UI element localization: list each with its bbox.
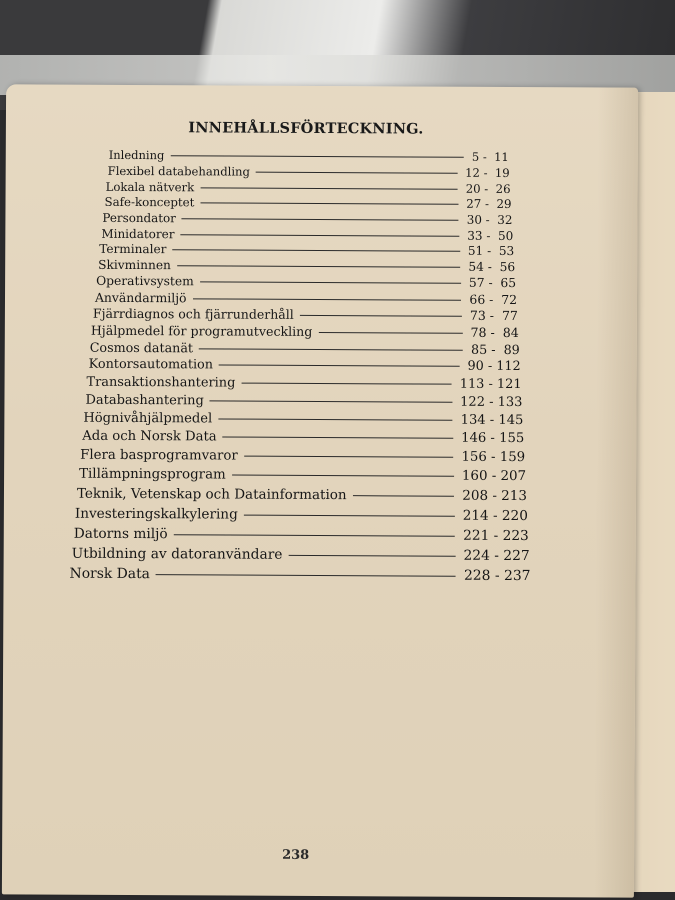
toc-entry: [98, 258, 515, 274]
book-page: [2, 84, 638, 897]
toc-entry-label: Flexibel databehandling: [107, 163, 251, 179]
toc-leader-line: [223, 436, 453, 438]
toc-entry: [87, 375, 522, 392]
toc-entry-label: Cosmos datanät: [89, 339, 194, 356]
toc-leader-line: [180, 234, 459, 236]
toc-entry: [96, 274, 516, 290]
toc-entry-pages: 66 - 72: [469, 291, 518, 308]
toc-entry-label: Inledning: [108, 147, 165, 163]
toc-leader-line: [193, 298, 462, 300]
toc-entry-label: Minidatorer: [101, 226, 175, 242]
toc-entry-label: Datorns miljö: [73, 525, 168, 543]
toc-entry-label: Norsk Data: [69, 565, 151, 583]
table-of-contents: [2, 84, 638, 897]
toc-entry: [108, 164, 510, 180]
toc-entry-pages: 85 - 89: [471, 341, 520, 358]
toc-entry-label: Lokala nätverk: [105, 179, 195, 195]
toc-entry: [104, 195, 511, 211]
page-title: INNEHÅLLSFÖRTECKNING.: [188, 119, 424, 138]
toc-leader-line: [219, 364, 459, 366]
toc-leader-line: [244, 456, 454, 458]
toc-entry: [101, 227, 513, 243]
toc-entry: [77, 486, 527, 504]
toc-entry: [80, 448, 525, 465]
toc-entry: [106, 180, 511, 196]
toc-entry-label: Persondator: [102, 210, 176, 226]
toc-leader-line: [244, 515, 455, 517]
toc-entry-pages: 54 - 56: [468, 259, 516, 275]
toc-entry-label: Safe-konceptet: [104, 194, 195, 210]
toc-leader-line: [172, 249, 459, 252]
toc-leader-line: [177, 265, 461, 267]
toc-leader-line: [241, 383, 451, 385]
toc-entry-pages: 20 - 26: [465, 181, 511, 196]
toc-entry-pages: 113 - 121: [459, 376, 522, 393]
toc-entry: [91, 323, 519, 340]
toc-entry-pages: 208 - 213: [462, 487, 528, 505]
toc-entry-label: Högnivåhjälpmedel: [83, 410, 213, 427]
toc-leader-line: [200, 187, 458, 189]
toc-leader-line: [210, 400, 452, 402]
page-number: 238: [282, 847, 310, 863]
toc-entry: [72, 546, 530, 564]
toc-entry: [74, 526, 529, 544]
toc-entry-pages: 5 - 11: [471, 149, 509, 164]
toc-leader-line: [174, 534, 456, 536]
toc-entry-label: Ada och Norsk Data: [82, 428, 217, 445]
toc-leader-line: [232, 475, 454, 477]
toc-entry: [75, 506, 528, 524]
toc-entry-pages: 90 - 112: [467, 358, 521, 375]
toc-entry: [70, 566, 531, 584]
toc-leader-line: [256, 172, 457, 174]
toc-entry-pages: 78 - 84: [470, 324, 519, 341]
toc-leader-line: [300, 315, 462, 317]
toc-entry: [83, 411, 523, 428]
toc-entry-label: Tillämpningsprogram: [79, 466, 226, 483]
toc-entry-pages: 214 - 220: [462, 507, 528, 525]
toc-leader-line: [318, 332, 462, 334]
toc-entry: [85, 393, 522, 410]
toc-leader-line: [288, 555, 455, 557]
toc-entry-label: Fjärrdiagnos och fjärrunderhåll: [92, 305, 294, 322]
toc-entry-pages: 51 - 53: [467, 243, 515, 259]
toc-leader-line: [199, 348, 463, 350]
toc-entry-label: Kontorsautomation: [88, 356, 214, 373]
toc-entry-label: Transaktionshantering: [86, 374, 236, 391]
toc-entry-label: Hjälpmedel för programutveckling: [90, 322, 313, 339]
toc-entry-pages: 221 - 223: [463, 527, 529, 545]
toc-entry-label: Terminaler: [99, 241, 167, 257]
toc-entry-label: Skivminnen: [98, 257, 171, 273]
toc-entry-label: Databashantering: [85, 392, 204, 409]
toc-entry: [109, 148, 509, 164]
toc-entry-pages: 134 - 145: [460, 412, 524, 429]
toc-leader-line: [218, 418, 452, 420]
toc-entry-pages: 160 - 207: [461, 468, 527, 485]
toc-entry-pages: 73 - 77: [469, 307, 518, 324]
toc-entry-pages: 27 - 29: [466, 196, 512, 211]
toc-entry-pages: 122 - 133: [460, 394, 523, 411]
toc-entry-pages: 57 - 65: [468, 275, 517, 291]
toc-entry-label: Operativsystem: [96, 273, 194, 289]
toc-leader-line: [170, 155, 464, 158]
toc-leader-line: [200, 202, 458, 204]
toc-entry: [89, 357, 521, 374]
toc-leader-line: [200, 281, 461, 283]
toc-entry-pages: 146 - 155: [461, 430, 525, 447]
toc-entry-label: Investeringskalkylering: [74, 505, 238, 523]
toc-entry: [93, 306, 518, 323]
toc-entry-label: Teknik, Vetenskap och Datainformation: [76, 485, 347, 504]
toc-leader-line: [182, 218, 459, 220]
toc-leader-line: [353, 495, 455, 497]
toc-entry-pages: 224 - 227: [463, 547, 530, 565]
toc-entry: [90, 340, 520, 357]
toc-entry-pages: 30 - 32: [466, 212, 513, 228]
toc-entry-pages: 33 - 50: [467, 228, 514, 244]
toc-entry-label: Flera basprogramvaror: [80, 447, 238, 464]
toc-entry: [99, 242, 514, 258]
toc-entry: [82, 429, 524, 446]
toc-leader-line: [156, 574, 456, 577]
toc-entry: [79, 467, 526, 484]
toc-entry-pages: 12 - 19: [465, 165, 510, 180]
toc-entry-label: Utbildning av datoranvändare: [71, 545, 283, 563]
toc-entry-pages: 156 - 159: [461, 449, 526, 466]
toc-entry: [95, 290, 517, 307]
toc-entry: [102, 211, 512, 227]
toc-entry-pages: 228 - 237: [463, 567, 531, 585]
toc-entry-label: Användarmiljö: [94, 289, 187, 306]
